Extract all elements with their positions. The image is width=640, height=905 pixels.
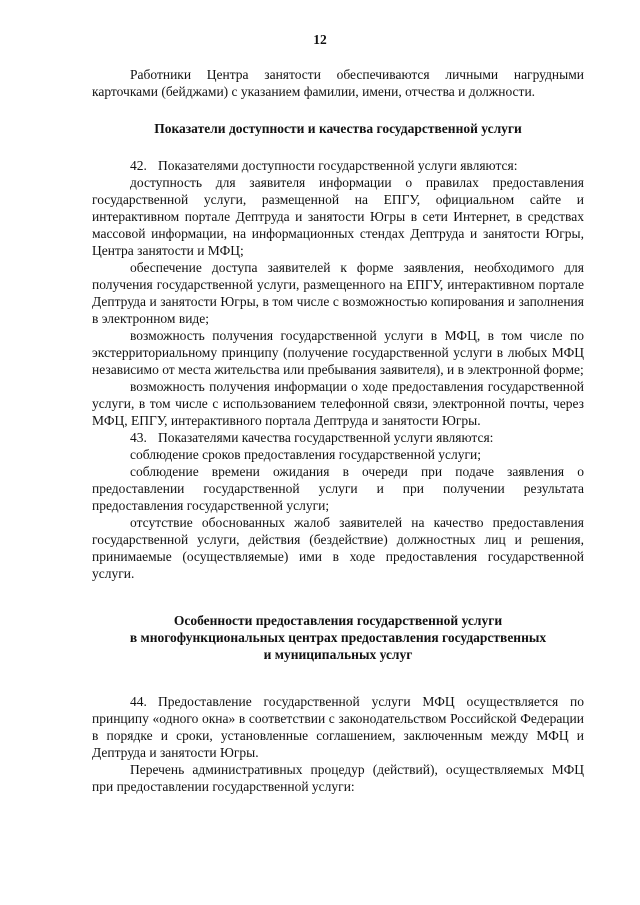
intro-paragraph: Работники Центра занятости обеспечиваются личными нагрудными карточками (бейджами) с указанием фамилии, имени, отчества и должности. [92, 67, 584, 99]
paragraph-42 [92, 157, 584, 174]
list-item: доступность для заявителя информации о правилах предоставления государственной услуги, размещенной на ЕПГУ, официальном сайте и интерактивном портале Дептруда и занятости Югры в сети Интернет, в средствах массовой информации, на информационных стендах Дептруда и занятости Югры, Центра занятости и МФЦ; [92, 175, 584, 258]
heading-line: и муниципальных услуг [263, 647, 413, 662]
page-number: 12 [313, 32, 327, 47]
document-body [92, 66, 584, 795]
list-item: обеспечение доступа заявителей к форме заявления, необходимого для получения государственной услуги, размещенного на ЕПГУ, интерактивном портале Дептруда и занятости Югры, в том числе с возможностью копирования и заполнения в электронном виде; [92, 260, 584, 326]
heading-line: в многофункциональных центрах предоставления государственных [129, 630, 547, 645]
list-item: соблюдение времени ожидания в очереди при подаче заявления о предоставлении государственной услуги и при получении результата предоставления государственной услуги; [92, 464, 584, 513]
list-intro-paragraph: Перечень административных процедур (действий), осуществляемых МФЦ при предоставлении государственной услуги: [92, 762, 584, 794]
paragraph-44 [92, 693, 584, 761]
section-heading-accessibility: Показатели доступности и качества государственной услуги [154, 121, 522, 136]
paragraph-text: Показателями доступности государственной услуги являются: [158, 158, 518, 173]
list-item: возможность получения государственной услуги в МФЦ, в том числе по экстерриториальному принципу (получение государственной услуги в любых МФЦ независимо от места жительства или пребывания заявителя), и в электронной форме; [92, 328, 584, 377]
list-item: отсутствие обоснованных жалоб заявителей на качество предоставления государственной услуги, действия (бездействие) должностных лиц и решения, принимаемые (осуществляемые) ими в ходе предоставления государственной услуги. [92, 515, 584, 581]
list-item: возможность получения информации о ходе предоставления государственной услуги, в том числе с использованием телефонной связи, электронной почты, через МФЦ, ЕПГУ, интерактивного портала Дептруда и занятости Югры. [92, 379, 584, 428]
heading-line: Особенности предоставления государственной услуги [173, 613, 503, 628]
paragraph-number: 42. [130, 158, 147, 173]
paragraph-text: Предоставление государственной услуги МФЦ осуществляется по принципу «одного окна» в соответствии с законодательством Российской Федерации в порядке и сроки, установленные соглашением, заключенным между МФЦ и Дептруда и занятости Югры. [92, 694, 584, 760]
paragraph-number: 44. [130, 694, 147, 709]
section-heading-mfc [92, 612, 584, 663]
paragraph-text: Показателями качества государственной услуги являются: [158, 430, 494, 445]
list-item: соблюдение сроков предоставления государственной услуги; [130, 447, 482, 462]
paragraph-43 [92, 429, 584, 446]
paragraph-number: 43. [130, 430, 147, 445]
